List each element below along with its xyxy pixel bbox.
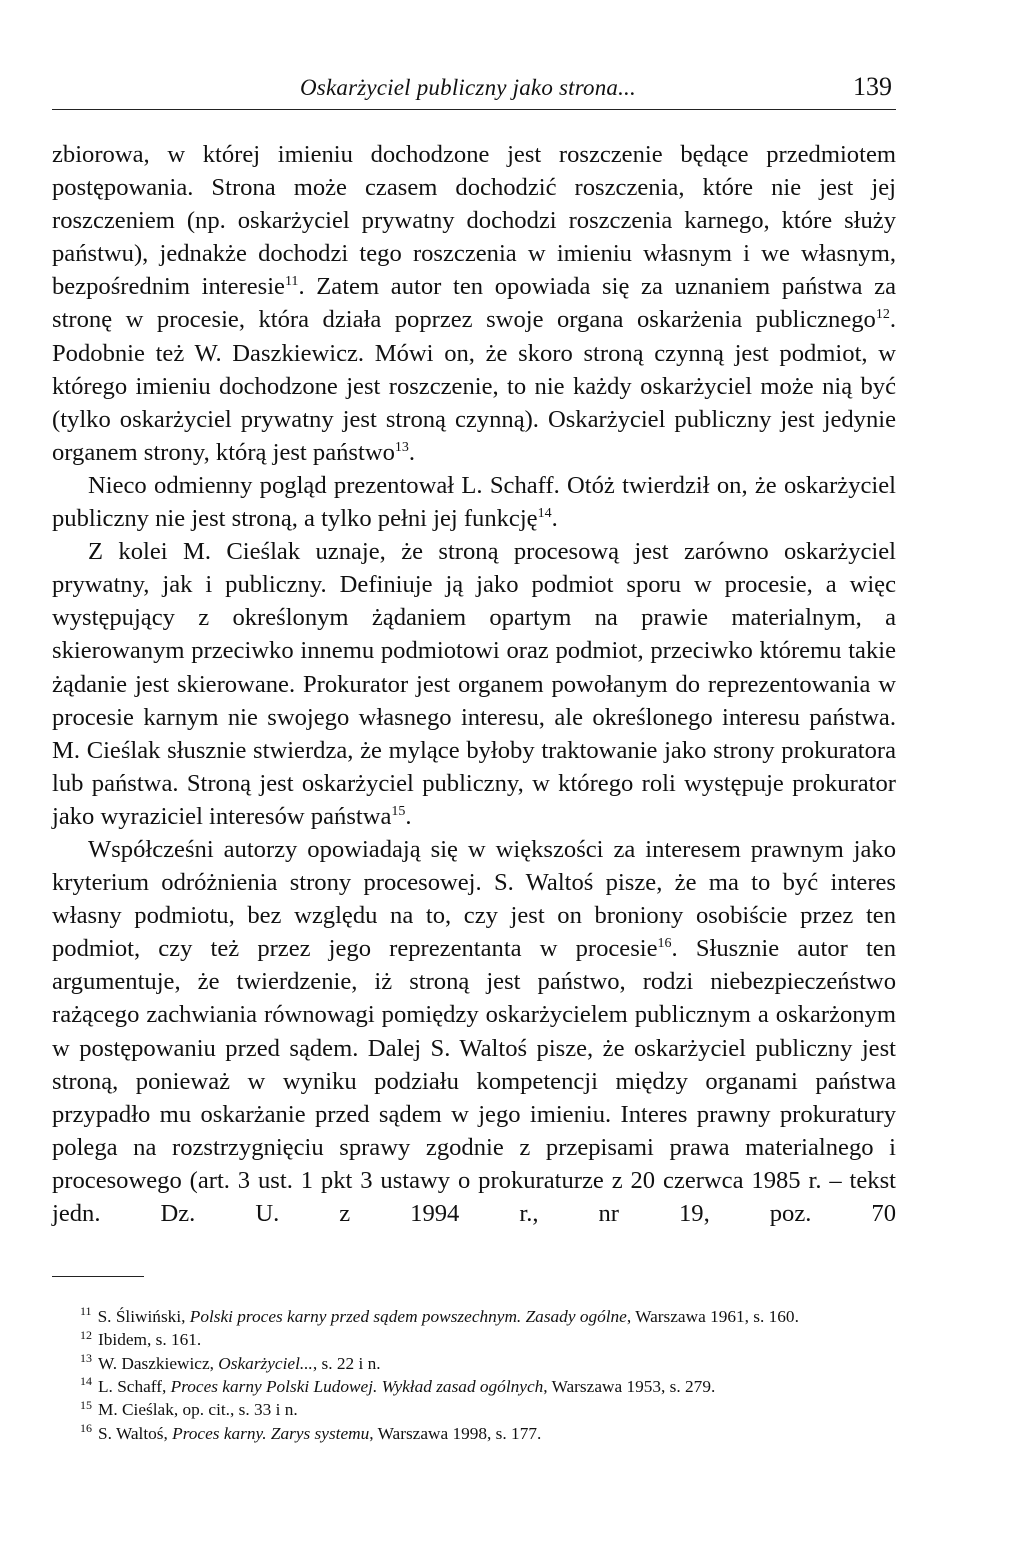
footnote-ref: 13 xyxy=(394,439,409,455)
footnote-text: L. Schaff, xyxy=(98,1376,171,1396)
footnote-ref: 14 xyxy=(537,505,552,521)
book-page xyxy=(52,0,896,1445)
paragraph-text: . Podobnie też W. Daszkiewicz. Mówi on, że skoro stroną czynną jest podmiot, w którego imieniu dochodzone jest roszczenie, to nie każdy oskarżyciel może nią być (tylko oskarżyciel prywatny jest stroną czynną). Oskarżyciel publiczny jest jedynie organem strony, którą jest państwo xyxy=(52,306,896,466)
footnote xyxy=(52,1422,896,1445)
footnote-text: S. Śliwiński, xyxy=(97,1307,190,1327)
paragraph-text: . xyxy=(405,802,412,830)
footnote-number: 12 xyxy=(80,1327,92,1342)
footnote xyxy=(52,1328,896,1351)
paragraph xyxy=(52,469,896,535)
paragraph xyxy=(52,833,896,1230)
footnote-number: 14 xyxy=(80,1374,92,1389)
paragraph-text: Nieco odmienny pogląd prezentował L. Schaff. Otóż twierdził on, że oskarżyciel publiczny nie jest stroną, a tylko pełni jej funkcję xyxy=(52,471,896,533)
footnote-number: 13 xyxy=(80,1350,92,1365)
footnote-title: Oskarżyciel... xyxy=(218,1353,313,1373)
paragraph xyxy=(52,138,896,469)
paragraph-text: . Słusznie autor ten argumentuje, że twierdzenie, iż stroną jest państwo, rodzi niebezpieczeństwo rażącego zachwiania równowagi pomiędzy oskarżycielem publicznym a oskarżonym w postępowaniu przed sądem. Dalej S. Waltoś pisze, że oskarżyciel publiczny jest stroną, ponieważ w wyniku podziału kompetencji między organami państwa przypadło mu oskarżanie przed sądem w jego imieniu. Interes prawny prokuratury polega na rozstrzygnięciu sprawy zgodnie z przepisami prawa materialnego i procesowego (art. 3 ust. 1 pkt 3 ustawy o prokuraturze z 20 czerwca 1985 r. – tekst jedn. Dz. U. z 1994 r., nr 19, poz. 70 xyxy=(52,935,897,1227)
paragraph-text: Współcześni autorzy opowiadają się w większości za interesem prawnym jako kryterium odróżnienia strony procesowej. S. Waltoś pisze, że ma to być interes własny podmiotu, bez względu na to, czy jest on broniony osobiście przez ten podmiot, czy też przez jego reprezentanta w procesie xyxy=(52,835,896,963)
footnote-text: W. Daszkiewicz, xyxy=(98,1353,219,1373)
footnote xyxy=(52,1305,896,1328)
footnote-title: Polski proces karny przed sądem powszechnym. Zasady ogólne xyxy=(189,1307,627,1327)
paragraph-text: . Zatem autor ten opowiada się za uznaniem państwa za stronę w procesie, która działa poprzez swoje organa oskarżenia publicznego xyxy=(52,273,896,334)
footnote-text: S. Waltoś, xyxy=(98,1423,173,1443)
paragraph-text: . xyxy=(551,505,558,533)
paragraph-text: . xyxy=(408,438,416,466)
footnote xyxy=(52,1375,896,1398)
page-number: 139 xyxy=(853,72,892,101)
footnote-ref: 11 xyxy=(284,274,299,290)
footnote-title: Proces karny Polski Ludowej. Wykład zasad ogólnych xyxy=(170,1376,544,1396)
paragraph-text: zbiorowa, w której imieniu dochodzone jest roszczenie będące przedmiotem postępowania. Strona może czasem dochodzić roszczenia, które nie jest jej roszczeniem (np. oskarżyciel prywatny dochodzi roszczenia karnego, które służy państwu), jednakże dochodzi tego roszczenia w imieniu własnym i we własnym, bezpośrednim interesie xyxy=(52,141,896,301)
footnote-text: M. Cieślak, op. cit., s. 33 i n. xyxy=(98,1400,298,1420)
footnote-text: , Warszawa 1998, s. 177. xyxy=(369,1423,542,1443)
paragraph xyxy=(52,535,896,833)
paragraph-text: Z kolei M. Cieślak uznaje, że stroną procesową jest zarówno oskarżyciel prywatny, jak i publiczny. Definiuje ją jako podmiot sporu w procesie, a więc występujący z określonym żądaniem opartym na prawie materialnym, a skierowanym przeciwko innemu podmiotowi oraz podmiot, przeciwko któremu takie żądanie jest skierowane. Prokurator jest organem powołanym do reprezentowania w procesie karnym nie swojego własnego interesu, ale określonego interesu państwa. M. Cieślak słusznie stwierdza, że mylące byłoby traktowanie jako strony prokuratora lub państwa. Stroną jest oskarżyciel publiczny, w którego roli występuje prokurator jako wyraziciel interesów państwa xyxy=(52,538,896,830)
footnote-number: 15 xyxy=(80,1397,92,1412)
running-header xyxy=(52,0,896,110)
footnote-text: , Warszawa 1961, s. 160. xyxy=(626,1307,799,1327)
running-title: Oskarżyciel publiczny jako strona... xyxy=(300,75,636,100)
footnote-ref: 16 xyxy=(657,936,672,952)
footnote xyxy=(52,1352,896,1375)
footnote-ref: 15 xyxy=(391,803,406,819)
body-text xyxy=(52,138,896,1230)
footnote-number: 11 xyxy=(80,1304,92,1319)
footnote-number: 16 xyxy=(80,1420,92,1435)
footnote xyxy=(52,1398,896,1421)
footnote-ref: 12 xyxy=(875,307,890,323)
footnote-text: , s. 22 i n. xyxy=(312,1353,381,1373)
footnote-text: Ibidem, s. 161. xyxy=(98,1330,202,1350)
footnote-title: Proces karny. Zarys systemu xyxy=(172,1423,370,1443)
footnotes xyxy=(52,1305,896,1445)
footnote-text: , Warszawa 1953, s. 279. xyxy=(543,1376,716,1396)
footnote-divider xyxy=(52,1276,144,1277)
